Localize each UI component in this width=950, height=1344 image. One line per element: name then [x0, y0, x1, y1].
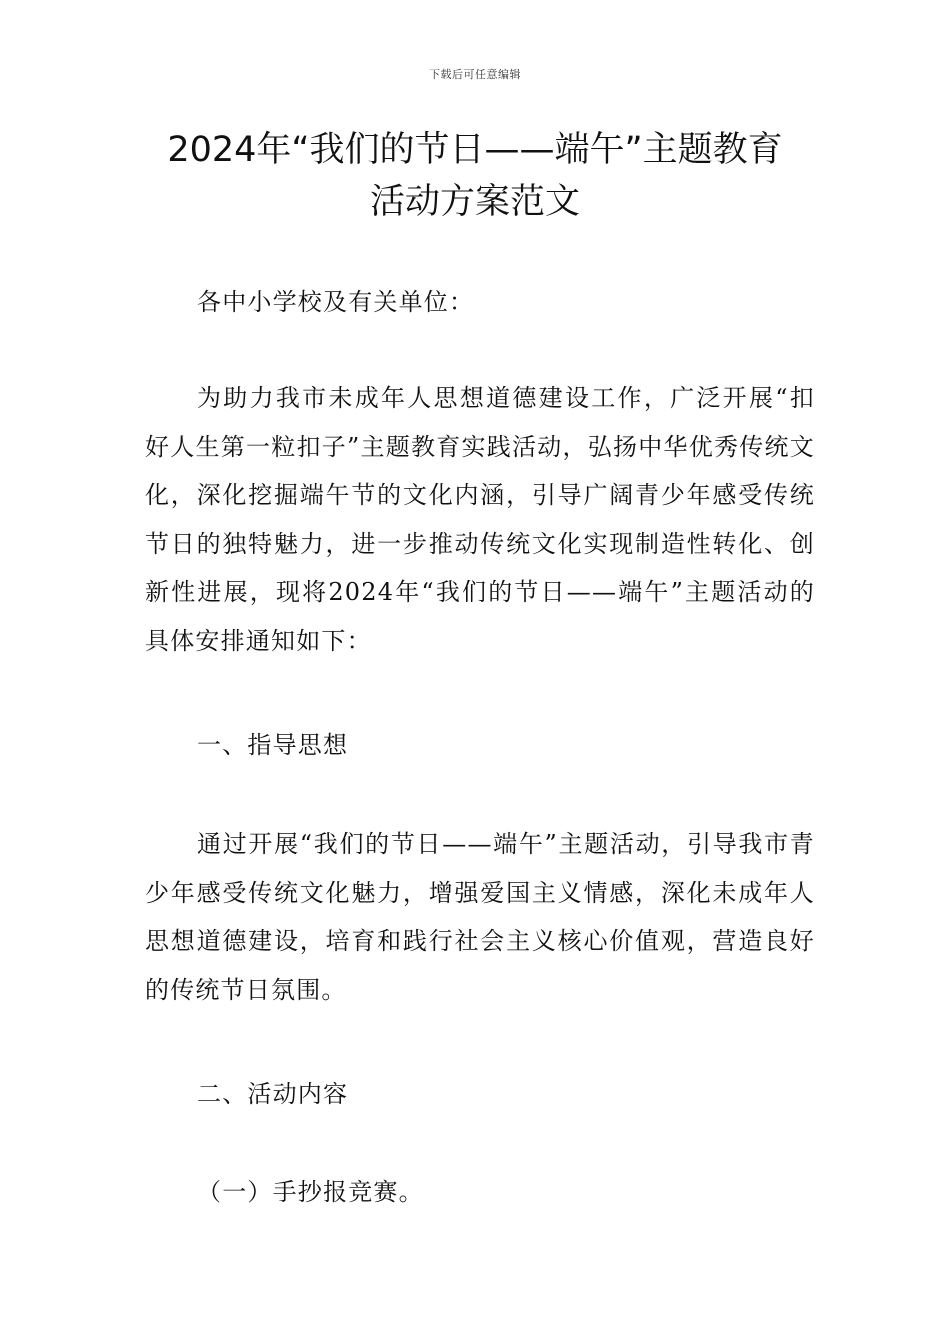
section-heading-activity-content: 二、活动内容: [197, 1080, 349, 1108]
header-note: 下载后可任意编辑: [429, 68, 521, 81]
section-heading-guiding-ideology: 一、指导思想: [197, 731, 349, 759]
paragraph-intro: 为助力我市未成年人思想道德建设工作，广泛开展“扣好人生第一粒扣子”主题教育实践活动，弘扬中华优秀传统文化，深化挖掘端午节的文化内涵，引导广阔青少年感受传统节日的独特魅力，进一步推动传统文化实现制造性转化、创新性进展，现将2024年“我们的节日——端午”主题活动的具体安排通知如下：: [145, 384, 815, 655]
paragraph-guiding-ideology: 通过开展“我们的节日——端午”主题活动，引导我市青少年感受传统文化魅力，增强爱国主义情感，深化未成年人思想道德建设，培育和践行社会主义核心价值观，营造良好的传统节日氛围。: [145, 830, 815, 1004]
document-title: [140, 124, 810, 228]
title-line-2: 活动方案范文: [369, 182, 580, 222]
subsection-heading-handwritten-newspaper: （一）手抄报竞赛。: [197, 1178, 424, 1206]
title-line-1: 2024年“我们的节日——端午”主题教育: [167, 130, 783, 170]
salutation: 各中小学校及有关单位：: [197, 288, 475, 316]
